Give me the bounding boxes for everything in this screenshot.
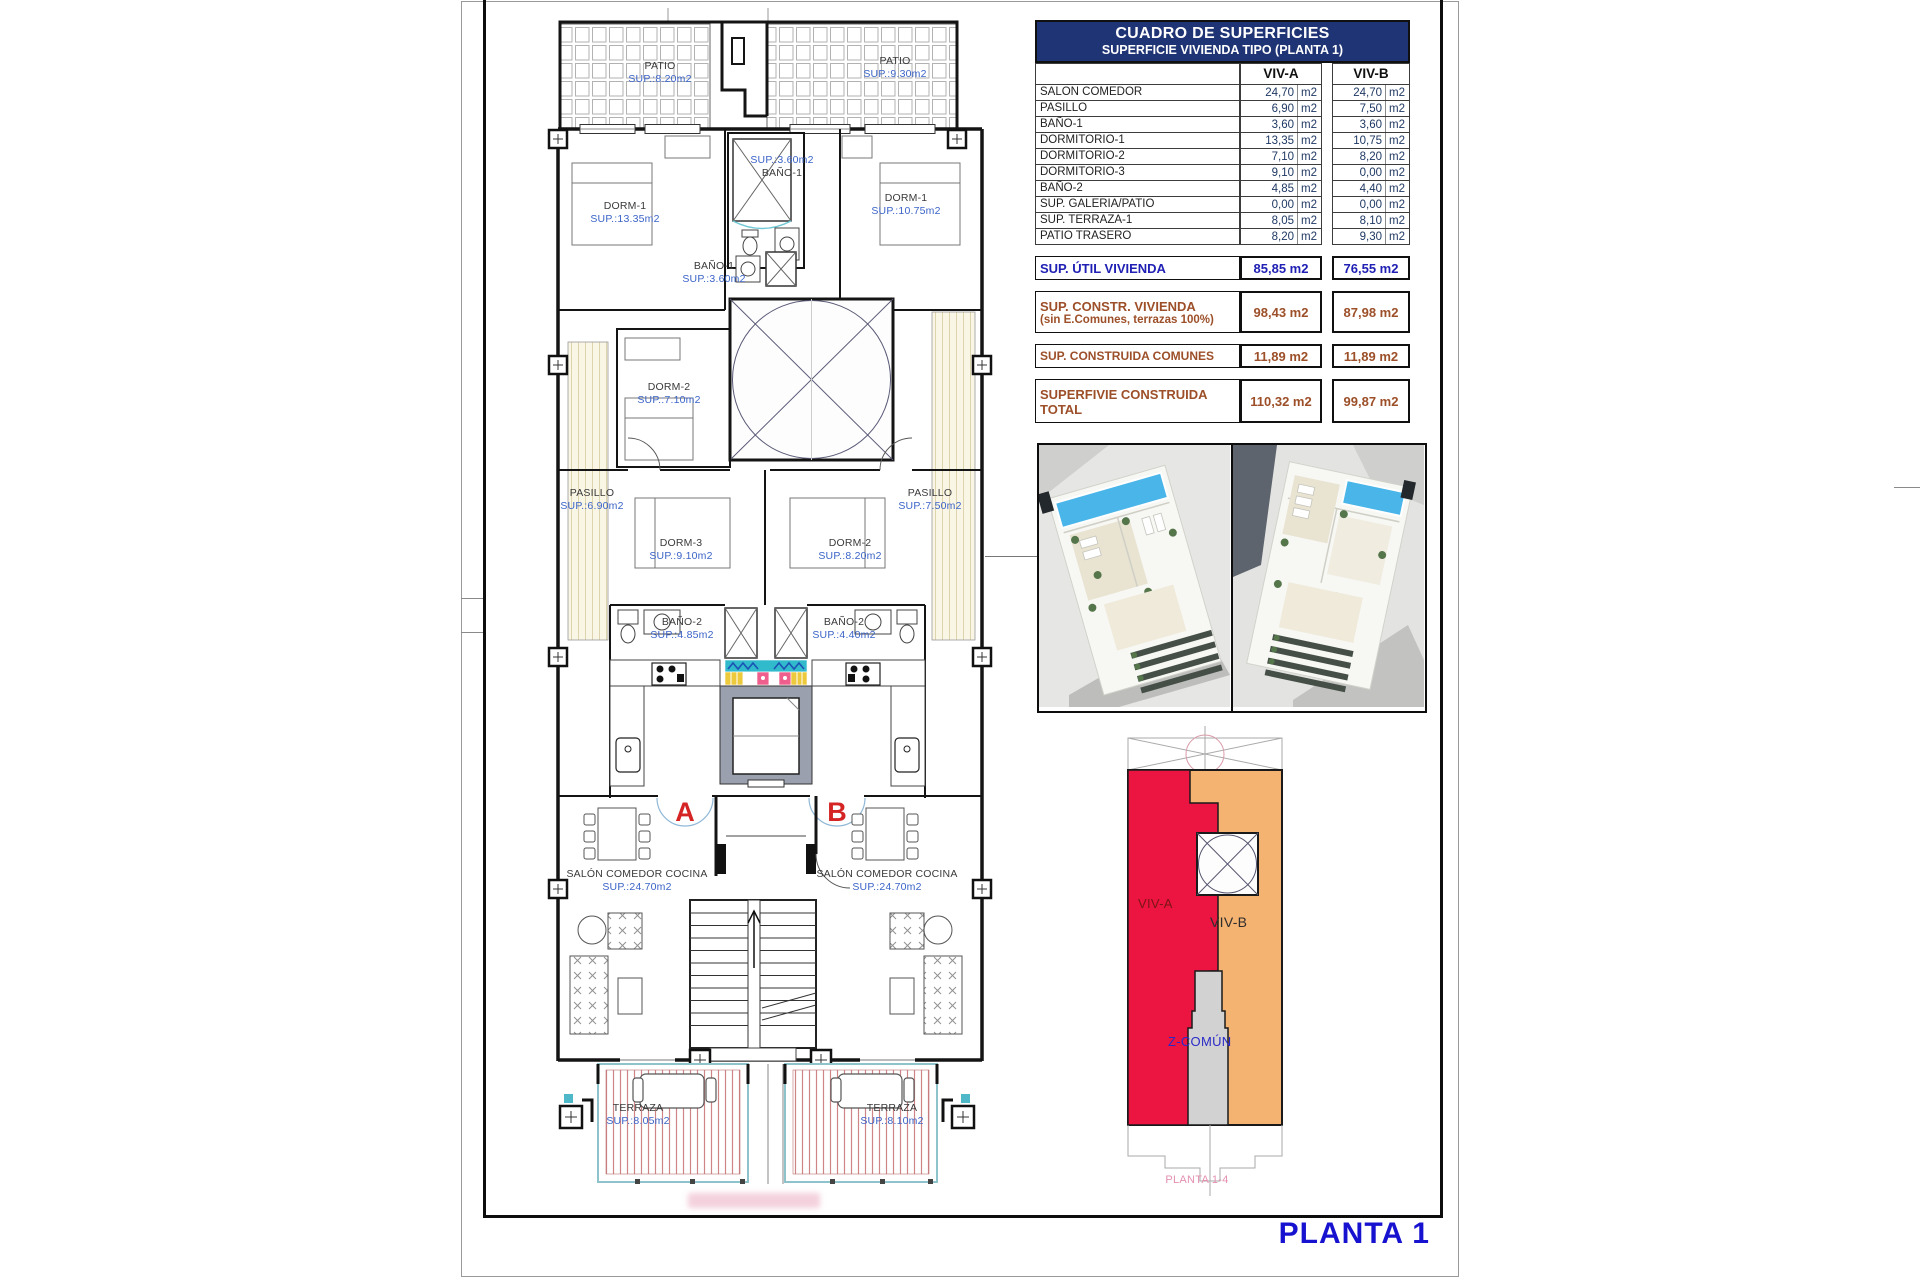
room-name: BAÑO-1	[761, 166, 803, 179]
room-name: TERRAZA	[612, 1102, 664, 1114]
unit: m2	[1389, 198, 1405, 211]
diagram-z-comun-label: Z-COMÚN	[1168, 1034, 1232, 1049]
room-area: SUP.:7.50m2	[898, 499, 962, 512]
unit: m2	[1389, 214, 1405, 227]
room-name: SALÓN COMEDOR COCINA	[566, 868, 708, 880]
room-area: SUP.:8.10m2	[860, 1114, 924, 1127]
room-label-dorm2-right	[790, 537, 910, 562]
room-name: TERRAZA	[866, 1102, 918, 1114]
table-row	[1035, 164, 1410, 181]
table-row	[1035, 100, 1410, 117]
value-b: 0,00	[1333, 165, 1386, 180]
room-label-bano1-upper	[722, 154, 842, 179]
unit: m2	[1389, 102, 1405, 115]
value-b: 9,30	[1333, 229, 1386, 244]
value-b: 7,50	[1333, 101, 1386, 116]
table-row	[1035, 180, 1410, 197]
summary-label: SUP. ÚTIL VIVIENDA	[1040, 261, 1166, 276]
value-a: 0,00	[1241, 197, 1298, 212]
value-b: 24,70	[1333, 85, 1386, 100]
summary-value-b: 99,87 m2	[1332, 379, 1410, 423]
room-label-dorm2-left	[609, 381, 729, 406]
summary-value-b: 76,55 m2	[1332, 256, 1410, 280]
watermark	[688, 1193, 820, 1208]
row-label: PASILLO	[1035, 100, 1240, 117]
unit: m2	[1301, 118, 1317, 131]
unit-key-diagram	[1125, 726, 1425, 1202]
room-label-pasillo-right	[870, 487, 990, 512]
room-area: SUP.:7.10m2	[637, 393, 701, 406]
unit: m2	[1301, 166, 1317, 179]
value-b: 8,20	[1333, 149, 1386, 164]
value-a: 8,20	[1241, 229, 1298, 244]
summary-label: SUPERFIVIE CONSTRUIDA	[1040, 386, 1208, 402]
row-label: BAÑO-2	[1035, 180, 1240, 197]
unit: m2	[1301, 86, 1317, 99]
render-illustration	[1233, 445, 1424, 707]
row-label: DORMITORIO-2	[1035, 148, 1240, 165]
summary-label: SUP. CONSTRUIDA COMUNES	[1040, 349, 1215, 363]
room-label-pasillo-left	[532, 487, 652, 512]
unit: m2	[1389, 134, 1405, 147]
room-name: PASILLO	[569, 487, 615, 499]
room-area: SUP.:3.60m2	[750, 154, 814, 166]
page-title: PLANTA 1	[1278, 1217, 1430, 1250]
summary-label-2: (sin E.Comunes, terrazas 100%)	[1040, 313, 1214, 326]
summary-util-row	[1035, 256, 1410, 280]
summary-constr-row	[1035, 291, 1410, 333]
row-label: SALON COMEDOR	[1035, 84, 1240, 101]
value-a: 3,60	[1241, 117, 1298, 132]
room-label-patio-left	[600, 60, 720, 85]
room-label-dorm3	[621, 537, 741, 562]
render-view-right	[1231, 445, 1425, 711]
room-name: DORM-2	[647, 381, 691, 393]
row-label: DORMITORIO-3	[1035, 164, 1240, 181]
table-row	[1035, 196, 1410, 213]
table-row	[1035, 84, 1410, 101]
unit: m2	[1301, 198, 1317, 211]
render-views	[1037, 443, 1427, 713]
room-name: SALÓN COMEDOR COCINA	[816, 868, 958, 880]
surface-table	[1035, 20, 1410, 423]
fold-mark	[1894, 487, 1920, 488]
unit: m2	[1389, 230, 1405, 243]
room-area: SUP.:3.60m2	[682, 272, 746, 285]
summary-value-b: 87,98 m2	[1332, 291, 1410, 333]
summary-comunes-row	[1035, 344, 1410, 368]
room-area: SUP.:4.85m2	[650, 628, 714, 641]
diagram-caption: PLANTA 1-4	[1165, 1174, 1229, 1186]
summary-value-a: 110,32 m2	[1240, 379, 1322, 423]
summary-value-b: 11,89 m2	[1332, 344, 1410, 368]
table-row	[1035, 228, 1410, 245]
diagram-viv-a-label: VIV-A	[1138, 896, 1173, 911]
room-area: SUP.:9.30m2	[863, 67, 927, 80]
summary-value-a: 11,89 m2	[1240, 344, 1322, 368]
room-label-dorm1-right	[846, 192, 966, 217]
room-name: DORM-3	[659, 537, 703, 549]
table-row	[1035, 148, 1410, 165]
value-a: 13,35	[1241, 133, 1298, 148]
value-b: 10,75	[1333, 133, 1386, 148]
table-subtitle: SUPERFICIE VIVIENDA TIPO (PLANTA 1)	[1101, 43, 1344, 57]
value-b: 0,00	[1333, 197, 1386, 212]
room-label-bano2-left	[622, 616, 742, 641]
value-a: 4,85	[1241, 181, 1298, 196]
table-row	[1035, 212, 1410, 229]
unit: m2	[1389, 118, 1405, 131]
unit: m2	[1301, 102, 1317, 115]
unit: m2	[1389, 86, 1405, 99]
unit-b-letter: B	[827, 797, 847, 827]
value-a: 6,90	[1241, 101, 1298, 116]
row-label: BAÑO-1	[1035, 116, 1240, 133]
render-view-left	[1039, 445, 1231, 711]
room-label-patio-right	[835, 55, 955, 80]
value-b: 4,40	[1333, 181, 1386, 196]
room-name: DORM-2	[828, 537, 872, 549]
unit: m2	[1389, 182, 1405, 195]
unit: m2	[1301, 214, 1317, 227]
room-area: SUP.:6.90m2	[560, 499, 624, 512]
unit: m2	[1301, 230, 1317, 243]
column-header-row	[1035, 63, 1410, 85]
room-label-salon-left	[557, 868, 717, 893]
unit: m2	[1389, 150, 1405, 163]
room-area: SUP.:8.05m2	[606, 1114, 670, 1127]
room-area: SUP.:8.20m2	[628, 72, 692, 85]
room-area: SUP.:8.20m2	[818, 549, 882, 562]
room-name: DORM-1	[884, 192, 928, 204]
unit: m2	[1301, 150, 1317, 163]
value-a: 7,10	[1241, 149, 1298, 164]
unit: m2	[1389, 166, 1405, 179]
room-area: SUP.:24.70m2	[852, 880, 922, 893]
table-row	[1035, 116, 1410, 133]
room-name: BAÑO-2	[823, 616, 865, 628]
fold-mark	[461, 632, 483, 633]
value-b: 3,60	[1333, 117, 1386, 132]
row-label: PATIO TRASERO	[1035, 228, 1240, 245]
summary-value-a: 98,43 m2	[1240, 291, 1322, 333]
room-name: BAÑO-2	[661, 616, 703, 628]
row-label: DORMITORIO-1	[1035, 132, 1240, 149]
room-name: DORM-1	[603, 200, 647, 212]
row-label: SUP. GALERIA/PATIO	[1035, 196, 1240, 213]
render-illustration	[1039, 445, 1230, 707]
table-row	[1035, 132, 1410, 149]
unit: m2	[1301, 134, 1317, 147]
value-a: 24,70	[1241, 85, 1298, 100]
room-label-salon-right	[807, 868, 967, 893]
row-label: SUP. TERRAZA-1	[1035, 212, 1240, 229]
room-name: PATIO	[644, 60, 676, 72]
fold-mark	[461, 598, 483, 599]
unit: m2	[1301, 182, 1317, 195]
room-label-bano1-lower	[654, 260, 774, 285]
value-a: 9,10	[1241, 165, 1298, 180]
room-name: PASILLO	[907, 487, 953, 499]
room-label-terraza-right	[832, 1102, 952, 1127]
column-viv-b: VIV-B	[1332, 63, 1410, 85]
room-area: SUP.:24.70m2	[602, 880, 672, 893]
room-label-terraza-left	[578, 1102, 698, 1127]
diagram-viv-b-label: VIV-B	[1210, 914, 1248, 930]
surface-table-header	[1035, 20, 1410, 63]
summary-label: SUP. CONSTR. VIVIENDA	[1040, 298, 1196, 314]
room-area: SUP.:10.75m2	[871, 204, 941, 217]
summary-total-row	[1035, 379, 1410, 423]
summary-label-2: TOTAL	[1040, 401, 1083, 417]
room-area: SUP.:9.10m2	[649, 549, 713, 562]
table-title: CUADRO DE SUPERFICIES	[1115, 25, 1330, 42]
room-label-dorm1-left	[565, 200, 685, 225]
unit-a-letter: A	[675, 797, 695, 827]
column-viv-a: VIV-A	[1240, 63, 1322, 85]
room-label-bano2-right	[784, 616, 904, 641]
floor-plan-drawing	[540, 8, 995, 1193]
room-name: BAÑO-1	[693, 260, 735, 272]
room-area: SUP.:4.40m2	[812, 628, 876, 641]
value-a: 8,05	[1241, 213, 1298, 228]
summary-value-a: 85,85 m2	[1240, 256, 1322, 280]
value-b: 8,10	[1333, 213, 1386, 228]
room-name: PATIO	[879, 55, 911, 67]
room-area: SUP.:13.35m2	[590, 212, 660, 225]
